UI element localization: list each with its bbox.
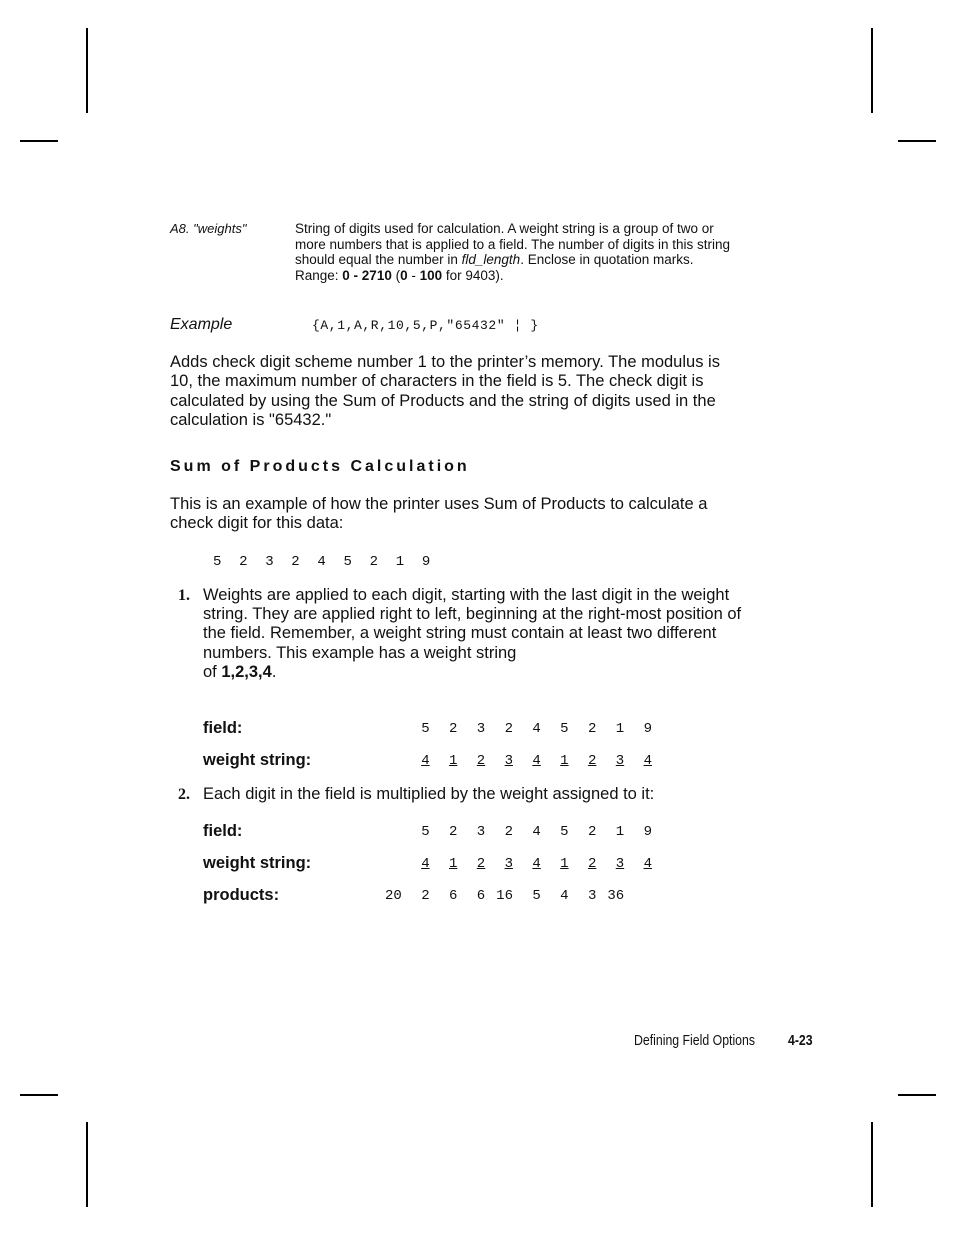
step-text: Each digit in the field is multiplied by the weight assigned to it: bbox=[203, 785, 655, 803]
param-range: 100 bbox=[419, 267, 443, 283]
weight-string-label: weight string: bbox=[203, 854, 312, 872]
table-cell: 4 bbox=[532, 721, 541, 737]
table-cell: 2 bbox=[587, 753, 597, 769]
table-cell: 4 bbox=[532, 753, 541, 769]
field-label: field: bbox=[203, 822, 243, 840]
table-cell: 1 bbox=[448, 856, 458, 872]
section-heading: Sum of Products Calculation bbox=[170, 458, 470, 475]
crop-mark bbox=[871, 28, 873, 113]
table-cell: 9 bbox=[643, 721, 652, 737]
table-cell: 6 bbox=[476, 888, 486, 904]
step-number: 2. bbox=[178, 786, 190, 803]
table-cell: 4 bbox=[421, 856, 430, 872]
param-desc-text: . Enclose in quotation marks. Range: bbox=[295, 252, 694, 283]
table-cell: 1 bbox=[560, 753, 569, 769]
weight-digits-row bbox=[374, 753, 652, 769]
example-label: Example bbox=[170, 316, 233, 333]
table-cell: 4 bbox=[532, 856, 541, 872]
table-cell: 1 bbox=[448, 753, 458, 769]
step-text bbox=[203, 586, 743, 682]
field-label: field: bbox=[203, 719, 243, 737]
section-intro: This is an example of how the printer uses Sum of Products to calculate a check digit for this data: bbox=[170, 495, 708, 533]
weight-string-label: weight string: bbox=[203, 751, 312, 769]
param-range: 0 bbox=[400, 267, 408, 283]
table-cell: 2 bbox=[504, 824, 513, 840]
field-digits-row bbox=[374, 824, 652, 840]
table-cell: 2 bbox=[448, 721, 458, 737]
table-cell: 5 bbox=[560, 824, 569, 840]
table-cell: 4 bbox=[532, 824, 541, 840]
products-label: products: bbox=[203, 886, 280, 904]
crop-mark bbox=[871, 1122, 873, 1207]
param-desc-text: String of digits used for calculation. A weight string is a group of two or more numbers that is applied to a field. The number of digits in this string should equal the number in bbox=[295, 221, 730, 268]
table-cell: 4 bbox=[421, 753, 430, 769]
table-cell: 3 bbox=[587, 888, 597, 904]
page-number: 4-23 bbox=[788, 1032, 813, 1049]
table-cell: 2 bbox=[476, 753, 486, 769]
param-range: 0 - 2710 bbox=[342, 267, 392, 283]
products-row bbox=[374, 888, 624, 904]
table-cell: 16 bbox=[496, 888, 513, 904]
table-cell: 5 bbox=[532, 888, 541, 904]
data-digits: 5 2 3 2 4 5 2 1 9 bbox=[213, 554, 431, 570]
table-cell: 5 bbox=[421, 824, 430, 840]
field-digits-row bbox=[374, 721, 652, 737]
table-cell: 2 bbox=[476, 856, 486, 872]
crop-mark bbox=[20, 140, 58, 142]
param-desc-text: for 9403). bbox=[442, 267, 504, 283]
param-desc-text: ( bbox=[391, 267, 401, 283]
table-cell: 3 bbox=[504, 856, 513, 872]
table-cell: 2 bbox=[587, 824, 597, 840]
table-cell: 3 bbox=[615, 856, 625, 872]
table-cell: 4 bbox=[560, 888, 569, 904]
table-cell: 5 bbox=[560, 721, 569, 737]
footer-title: Defining Field Options bbox=[634, 1032, 756, 1049]
table-cell: 36 bbox=[607, 888, 625, 904]
table-cell: 20 bbox=[384, 888, 402, 904]
table-cell: 3 bbox=[476, 721, 486, 737]
table-cell: 1 bbox=[615, 824, 625, 840]
weight-digits-row bbox=[374, 856, 652, 872]
param-description bbox=[295, 221, 735, 283]
intro-paragraph: Adds check digit scheme number 1 to the printer’s memory. The modulus is 10, the maximum number of characters in the field is 5. The check digit is calculated by using the Sum of Products and the string of digits used in the calculation is "65432." bbox=[170, 353, 720, 430]
table-cell: 9 bbox=[643, 824, 652, 840]
param-desc-italic: fld_length bbox=[461, 252, 521, 268]
weight-values: 1,2,3,4 bbox=[221, 662, 272, 681]
table-cell: 2 bbox=[587, 856, 597, 872]
table-cell: 1 bbox=[615, 721, 625, 737]
crop-mark bbox=[20, 1094, 58, 1096]
table-cell: 2 bbox=[587, 721, 597, 737]
step-number: 1. bbox=[178, 587, 190, 604]
table-cell: 3 bbox=[615, 753, 625, 769]
param-desc-text: - bbox=[407, 267, 420, 283]
table-cell: 2 bbox=[448, 824, 458, 840]
table-cell: 2 bbox=[421, 888, 430, 904]
table-cell: 6 bbox=[448, 888, 458, 904]
table-cell: 3 bbox=[476, 824, 486, 840]
crop-mark bbox=[86, 1122, 88, 1207]
table-cell: 1 bbox=[560, 856, 569, 872]
step-text-body: Weights are applied to each digit, starting with the last digit in the weight string. They are applied right to left, beginning at the right-most position of the field. Remember, a weight string must contain at least two different numbers. This example has a weight string bbox=[203, 586, 742, 662]
table-cell: 5 bbox=[421, 721, 430, 737]
crop-mark bbox=[898, 1094, 936, 1096]
param-label: A8. "weights" bbox=[170, 221, 247, 236]
table-cell: 4 bbox=[643, 856, 652, 872]
table-cell: 3 bbox=[504, 753, 513, 769]
table-cell: 4 bbox=[643, 753, 652, 769]
crop-mark bbox=[898, 140, 936, 142]
table-cell: 2 bbox=[504, 721, 513, 737]
step-text-body: of bbox=[203, 662, 222, 681]
example-code: {A,1,A,R,10,5,P,"65432" ¦ } bbox=[312, 318, 539, 333]
crop-mark bbox=[86, 28, 88, 113]
step-text-body: . bbox=[271, 662, 277, 681]
